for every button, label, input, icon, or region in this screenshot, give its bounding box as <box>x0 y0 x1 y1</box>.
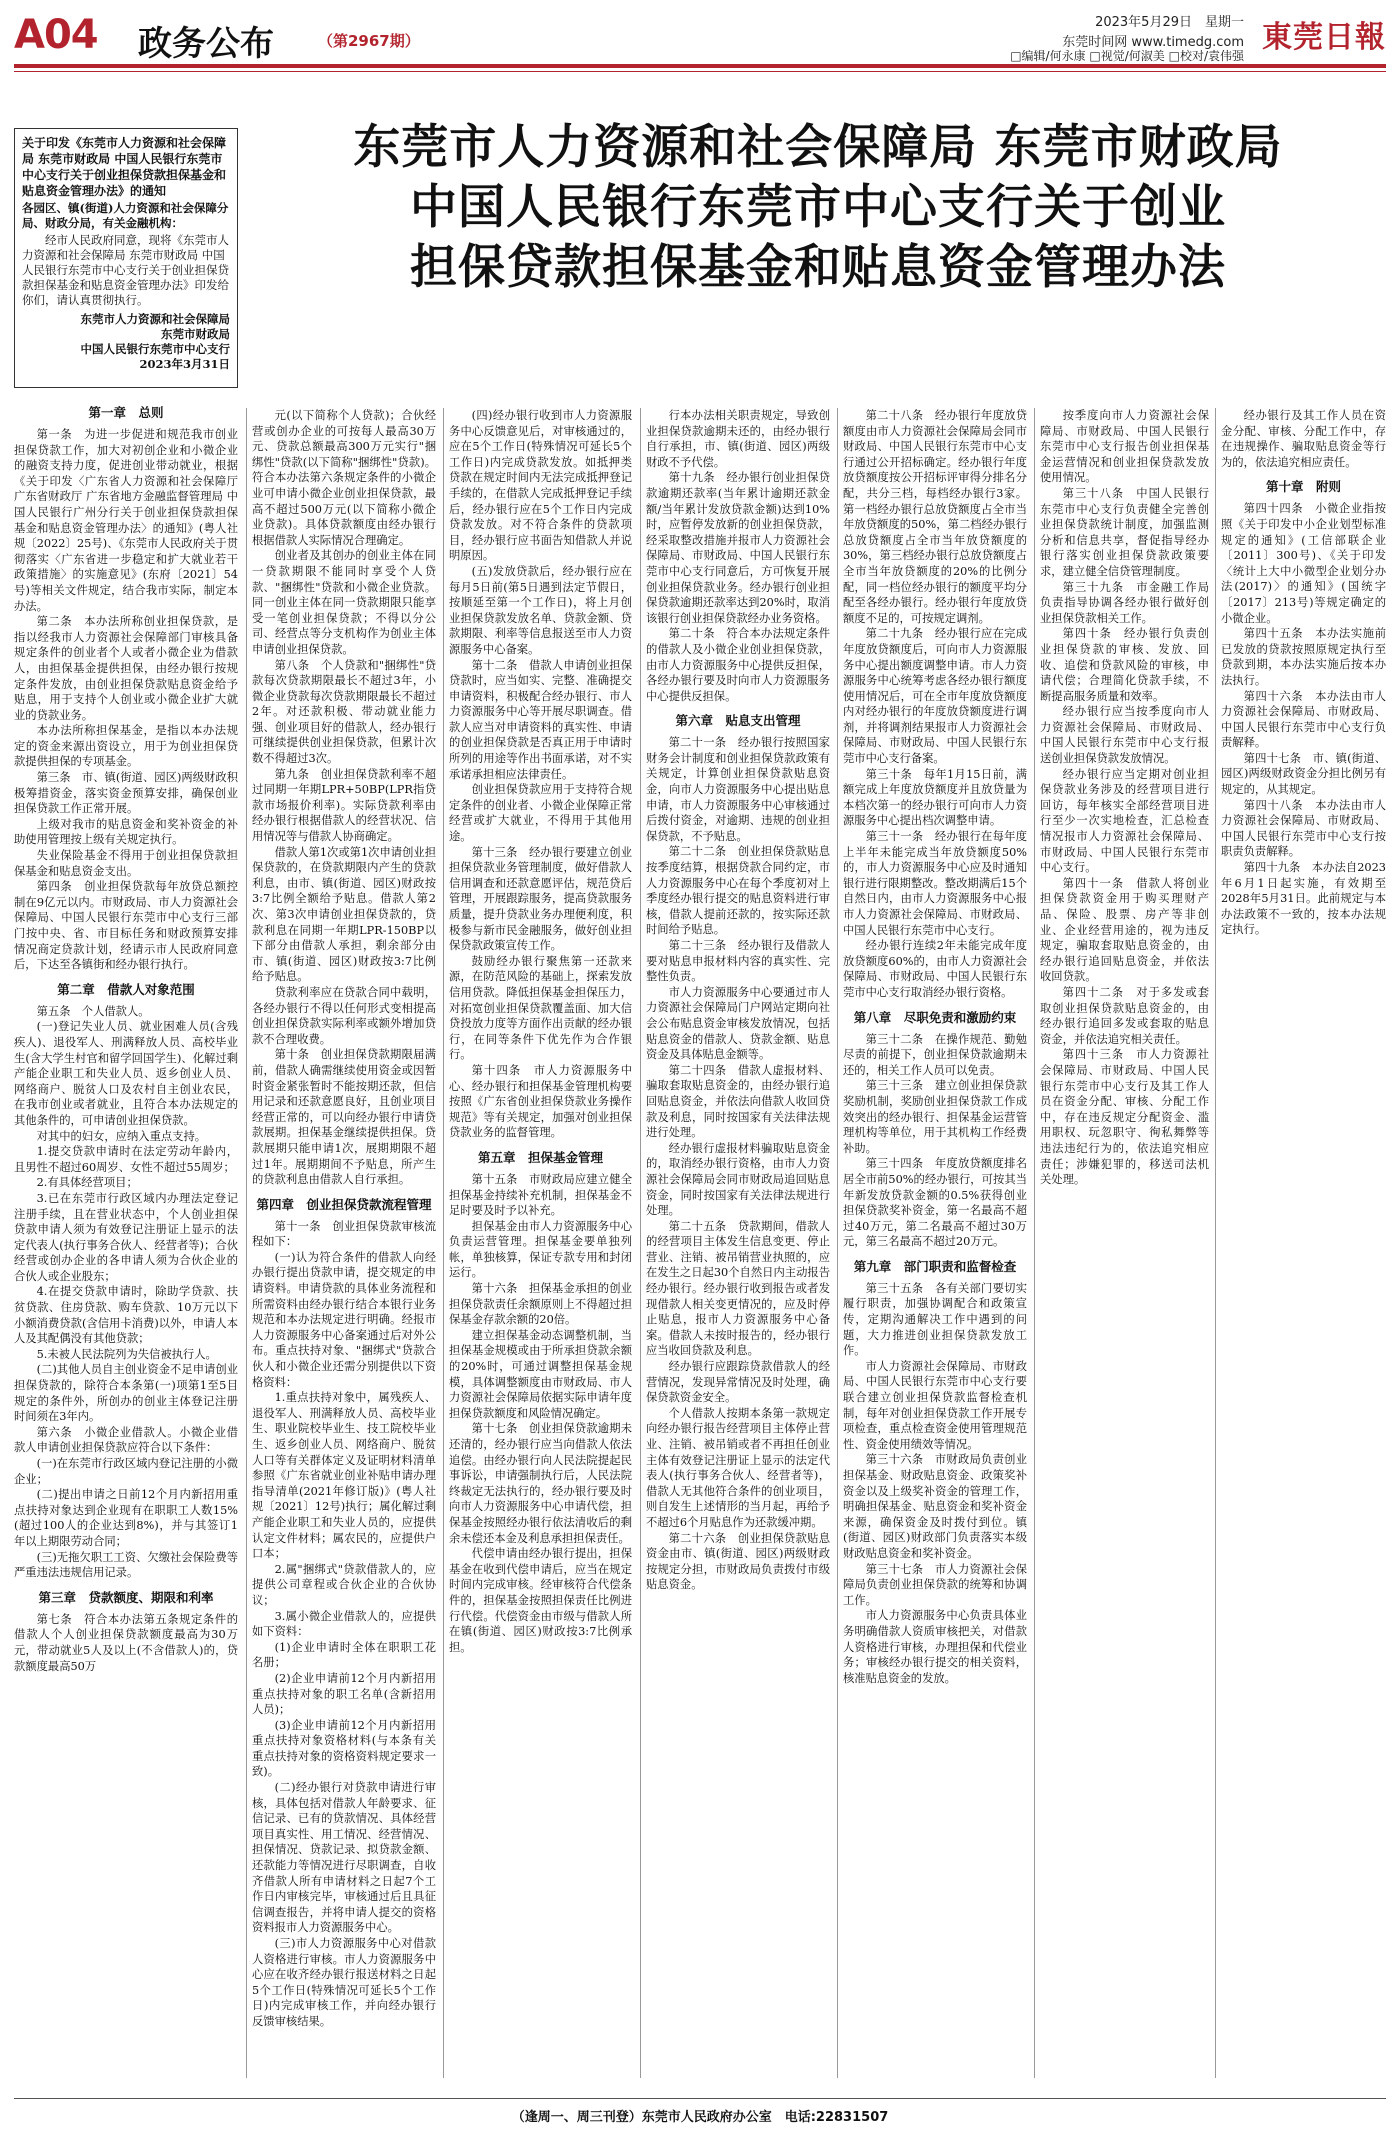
article-paragraph: 第六条 小微企业借款人。小微企业借款人申请创业担保贷款应符合以下条件： <box>14 1425 238 1455</box>
newspaper-logo: 東莞日報 <box>1262 20 1386 55</box>
article-paragraph: 第二条 本办法所称创业担保贷款，是指以经我市人力资源社会保障部门审核具备规定条件的创业者个人或者小微企业为借款人，由担保基金提供担保，由经办银行按规定条件发放，由创业担保贷款贴息资金给予贴息，用于支持个人创业或小微企业扩大就业的贷款业务。 <box>14 615 238 722</box>
article-paragraph: 1.提交贷款申请时在法定劳动年龄内，且男性不超过60周岁、女性不超过55周岁； <box>14 1145 238 1174</box>
article-paragraph: 第三条 市、镇(街道、园区)两级财政积极筹措资金，落实资金预算安排，确保创业担保贷款工作正常开展。 <box>14 771 238 816</box>
column-divider <box>837 408 838 2078</box>
article-paragraph: 第四十六条 本办法由市人力资源社会保障局、市财政局、中国人民银行东莞市中心支行负责解释。 <box>1221 689 1386 750</box>
article-paragraph: 创业者及其创办的创业主体在同一贷款期限不能同时享受个人贷款、"捆绑性"贷款和小微企业贷款。同一创业主体在同一贷款期限只能享受一笔创业担保贷款；不得以分公司、经营点等分支机构作为创业主体申请创业担保贷款。 <box>252 549 436 656</box>
article-paragraph: 第三十条 每年1月15日前，满额完成上年度放贷额度并且放贷量为本档次第一的经办银行可向市人力资源服务中心提出档次调整申请。 <box>843 767 1027 828</box>
article-paragraph: 1.重点扶持对象中，属残疾人、退役军人、刑满释放人员、高校毕业生、职业院校毕业生、技工院校毕业生、返乡创业人员、网络商户、脱贫人口等有关群体定义及证明材料清单参照《广东省就业创业补贴申请办理指导清单(2021年修订版)》(粤人社规〔2021〕12号)执行；属化解过剩产能企业职工和失业人员的，应提供认定文件材料；属农民的，应提供户口本； <box>252 1391 436 1561</box>
chapter-heading: 第六章 贴息支出管理 <box>675 713 801 729</box>
article-paragraph: 第二十八条 经办银行年度放贷额度由市人力资源社会保障局会同市财政局、中国人民银行东莞市中心支行通过公开招标确定。经办银行年度放贷额度按公开招标评审得分排名分配，共分三档，每档经办银行3家。第一档经办银行总放贷额度占全市当年放贷额度的50%，第二档经办银行总放贷额度占全市当年放贷额度的30%，第三档经办银行总放贷额度占全市当年放贷额度的20%的比例分配，同一档位经办银行的额度平均分配至各经办银行。经办银行年度放贷额度不足的，可按规定调剂。 <box>843 409 1027 625</box>
notice-addressee: 各园区、镇(街道)人力资源和社会保障分局、财政分局，有关金融机构： <box>22 201 229 230</box>
article-paragraph: 第八条 个人贷款和"捆绑性"贷款每次贷款期限最长不超过3年，小微企业贷款每次贷款期限最长不超过2年。对还款积极、带动就业能力强、创业项目好的借款人，经办银行可继续提供创业担保贷款，但累计次数不得超过3次。 <box>252 658 436 766</box>
article-paragraph: (一)认为符合条件的借款人向经办银行提出贷款申请，提交规定的申请资料。申请贷款的具体业务流程和所需资料由经办银行结合本银行业务规范和本办法规定进行明确。经报市人力资源服务中心备案通过后对外公布。重点扶持对象、"捆绑式"贷款合伙人和小微企业还需分别提供以下资格资料： <box>252 1250 436 1389</box>
header-divider-thin <box>14 71 1386 72</box>
notice-title: 关于印发《东莞市人力资源和社会保障局 东莞市财政局 中国人民银行东莞市中心支行关于创业担保贷款担保基金和贴息资金管理办法》的通知 <box>22 136 227 198</box>
article-paragraph: 第二十六条 创业担保贷款贴息资金由市、镇(街道、园区)两级财政按规定分担，市财政局负责拨付市级贴息资金。 <box>646 1531 830 1592</box>
publish-date: 2023年5月29日 星期一 <box>1095 15 1244 30</box>
notice-date: 2023年3月31日 <box>139 357 230 371</box>
article-paragraph: 经办银行应跟踪贷款借款人的经营情况，发现异常情况及时处理，确保贷款资金安全。 <box>646 1360 830 1405</box>
page-footer: （逢周一、周三刊登）东莞市人民政府办公室 电话:22831507 <box>511 2110 889 2125</box>
article-paragraph: 市人力资源服务中心要通过市人力资源社会保障局门户网站定期向社会公布贴息资金审核发放情况，包括贴息资金的借款人、贷款金额、贴息资金及具体贴息金额等。 <box>646 985 830 1062</box>
article-paragraph: 代偿申请由经办银行提出，担保基金在收到代偿申请后，应当在规定时间内完成审核。经审核符合代偿条件的，担保基金按照担保责任比例进行代偿。代偿资金由市级与借款人所在镇(街道、园区)财政按3:7比例承担。 <box>449 1547 632 1654</box>
chapter-heading: 第十章 附则 <box>1265 479 1341 495</box>
column-divider <box>640 408 641 2078</box>
text-column-5 <box>843 408 1027 2078</box>
article-paragraph: 第十三条 经办银行要建立创业担保贷款业务管理制度，做好借款人信用调查和还款意愿评估，规范贷后管理，开展跟踪服务，提高贷款服务质量，提升贷款业务办理便利度，积极参与新市民金融服务，做好创业担保贷款政策宣传工作。 <box>449 845 632 953</box>
article-paragraph: 第四十二条 对于多发或套取创业担保贷款贴息资金的，由经办银行追回多发或套取的贴息资金，并依法追究相关责任。 <box>1040 985 1209 1046</box>
notice-signature-1: 东莞市人力资源和社会保障局 <box>80 312 230 326</box>
article-paragraph: 上级对我市的贴息资金和奖补资金的补助使用管理按上级有关规定执行。 <box>14 817 238 847</box>
article-paragraph: 经办银行应当定期对创业担保贷款业务涉及的经营项目进行回访，每年核实全部经营项目进行至少一次实地检查，汇总检查情况报市人力资源社会保障局、市财政局、中国人民银行东莞市中心支行。 <box>1040 767 1209 875</box>
text-column-7 <box>1221 408 1386 2078</box>
section-title: 政务公布 <box>138 24 274 64</box>
article-paragraph: 第十九条 经办银行创业担保贷款逾期还款率(当年累计逾期还款金额/当年累计发放贷款金额)达到10%时，应暂停发放新的创业担保贷款，经采取整改措施并报市人力资源社会保障局、市财政局、中国人民银行东莞市中心支行同意后，方可恢复开展创业担保贷款业务。经办银行创业担保贷款逾期还款率达到20%时，取消该银行创业担保贷款经办业务资格。 <box>646 471 830 625</box>
article-paragraph: 对其中的妇女，应纳入重点支持。 <box>36 1129 207 1143</box>
article-paragraph: 第一条 为进一步促进和规范我市创业担保贷款工作，加大对初创企业和小微企业的融资支持力度，促进创业带动就业，根据《关于印发〈广东省人力资源和社会保障厅 广东省财政厅 广东省地方金融监督管理局 中国人民银行广州分行关于创业担保贷款担保基金和贴息资金管理办法〉的通知》(粤人社规〔2022〕25号)、《东莞市人民政府关于贯彻落实〈广东省进一步稳定和扩大就业若干政策措施〉的实施意见》(东府〔2021〕54号)等相关文件规定，结合我市实际，制定本办法。 <box>14 428 238 613</box>
column-divider <box>1215 408 1216 2078</box>
article-paragraph: 市人力资源服务中心负责具体业务明确借款人资质审核把关，对借款人资格进行审核，办理担保和代偿业务；审核经办银行提交的相关资料，核准贴息资金的发放。 <box>843 1609 1027 1685</box>
article-paragraph: 市人力资源社会保障局、市财政局、中国人民银行东莞市中心支行要联合建立创业担保贷款监督检查机制，每年对创业担保贷款工作开展专项检查，重点检查资金使用管理规范性、资金使用绩效等情况。 <box>843 1359 1027 1451</box>
article-paragraph: (二)其他人员自主创业资金不足申请创业担保贷款的，除符合本条第(一)项第1至5目规定的条件外，所创办的创业主体登记注册时间须在3年内。 <box>14 1363 238 1424</box>
chapter-heading: 第八章 尽职免责和激励约束 <box>853 1009 1017 1025</box>
article-paragraph: 第二十一条 经办银行按照国家财务会计制度和创业担保贷款政策有关规定，计算创业担保贷款贴息资金，向市人力资源服务中心提出贴息申请，市人力资源服务中心审核通过后拨付资金，对逾期、违规的创业担保贷款，不予贴息。 <box>646 736 830 843</box>
chapter-heading: 第九章 部门职责和监督检查 <box>853 1258 1017 1274</box>
article-paragraph: 经办银行及其工作人员在资金分配、审核、分配工作中，存在违规操作、骗取贴息资金等行为的，依法追究相应责任。 <box>1221 409 1386 469</box>
chapter-heading: 第五章 担保基金管理 <box>477 1149 603 1165</box>
article-paragraph: 创业担保贷款应用于支持符合规定条件的创业者、小微企业保障正常经营或扩大就业，不得用于其他用途。 <box>449 783 632 844</box>
article-paragraph: 第十六条 担保基金承担的创业担保贷款责任余额原则上不得超过担保基金存款余额的20倍。 <box>449 1282 632 1327</box>
article-paragraph: 第二十三条 经办银行及借款人要对贴息申报材料内容的真实性、完整性负责。 <box>646 939 830 984</box>
article-paragraph: 行本办法相关职责规定，导致创业担保贷款逾期未还的，由经办银行自行承担，市、镇(街道、园区)两级财政不予代偿。 <box>646 409 830 469</box>
article-paragraph: 第四十三条 市人力资源社会保障局、市财政局、中国人民银行东莞市中心支行及其工作人员在资金分配、审核、分配工作中，存在违反规定分配资金、滥用职权、玩忽职守、徇私舞弊等违法违纪行为的，依法追究相应责任；涉嫌犯罪的，移送司法机关处理。 <box>1040 1048 1209 1187</box>
article-paragraph: 第十四条 市人力资源服务中心、经办银行和担保基金管理机构要按照《广东省创业担保贷款业务操作规范》等有关规定，加强对创业担保贷款业务的监督管理。 <box>449 1063 632 1140</box>
article-paragraph: 第三十七条 市人力资源社会保障局负责创业担保贷款的统筹和协调工作。 <box>843 1562 1027 1607</box>
article-paragraph: 经办银行应当按季度向市人力资源社会保障局、市财政局、中国人民银行东莞市中心支行报送创业担保贷款发放情况。 <box>1040 705 1209 766</box>
masthead <box>14 10 1386 92</box>
article-paragraph: 元(以下简称个人贷款)；合伙经营或创办企业的可按每人最高30万元、贷款总额最高300万元实行"捆绑性"贷款(以下简称"捆绑性"贷款)。符合本办法第六条规定条件的小微企业可申请小微企业创业担保贷款，最高不超过500万元(以下简称小微企业贷款)。具体贷款额度由经办银行根据借款人实际情况合理确定。 <box>252 409 436 547</box>
article-paragraph: 第九条 创业担保贷款利率不超过同期一年期LPR+50BP(LPR指贷款市场报价利率)。实际贷款利率由经办银行根据借款人的经营状况、信用情况等与借款人协商确定。 <box>252 767 436 844</box>
article-paragraph: 失业保险基金不得用于创业担保贷款担保基金和贴息资金支出。 <box>14 849 238 878</box>
text-column-2 <box>252 408 436 2078</box>
article-paragraph: (3)企业申请前12个月内新招用重点扶持对象资格材料(与本条有关重点扶持对象的资格资料规定要求一致)。 <box>252 1718 436 1779</box>
article-paragraph: 第四十九条 本办法自2023年6月1日起实施，有效期至2028年5月31日。此前规定与本办法政策不一致的，按本办法规定执行。 <box>1221 861 1386 937</box>
chapter-heading: 第四章 创业担保贷款流程管理 <box>256 1196 432 1212</box>
article-paragraph: (一)登记失业人员、就业困难人员(含残疾人)、退役军人、刑满释放人员、高校毕业生(含大学生村官和留学回国学生)、化解过剩产能企业职工和失业人员、返乡创业人员、网络商户、脱贫人口及农村自主创业农民，在我市创业或者就业，且符合本办法规定的其他条件的，可申请创业担保贷款。 <box>14 1020 238 1127</box>
article-paragraph: 第四十条 经办银行负责创业担保贷款的审核、发放、回收、追偿和贷款风险的审核，申请代偿；合理简化贷款手续，不断提高服务质量和效率。 <box>1040 627 1209 703</box>
text-column-4 <box>646 408 830 2078</box>
article-paragraph: 第三十一条 经办银行在每年度上半年未能完成当年放贷额度50%的，市人力资源服务中心应及时通知银行进行限期整改。整改期满后15个自然日内，由市人力资源服务中心报市人力资源社会保障局、市财政局、中国人民银行东莞市中心支行。 <box>843 830 1027 937</box>
text-column-6 <box>1040 408 1209 2078</box>
article-paragraph: 第四十五条 本办法实施前已发放的贷款按照原规定执行至贷款到期，本办法实施后按本办法执行。 <box>1221 627 1386 687</box>
text-column-1 <box>14 396 238 2078</box>
article-paragraph: 本办法所称担保基金，是指以本办法规定的资金来源出资设立，用于为创业担保贷款提供担保的专项基金。 <box>14 724 238 769</box>
column-divider <box>1034 408 1035 2078</box>
article-paragraph: 第四十四条 小微企业指按照《关于印发中小企业划型标准规定的通知》(工信部联企业〔2011〕300号)、《关于印发〈统计上大中小微型企业划分办法(2017)〉的通知》(国统字〔2017〕213号)等规定确定的小微企业。 <box>1221 502 1386 625</box>
article-paragraph: 第三十九条 市金融工作局负责指导协调各经办银行做好创业担保贷款相关工作。 <box>1040 580 1209 625</box>
article-paragraph: 第四十一条 借款人将创业担保贷款资金用于购买理财产品、保险、股票、房产等非创业、企业经营用途的，视为违反规定，骗取套取贴息资金的，由经办银行追回贴息资金，并依法收回贷款。 <box>1040 876 1209 984</box>
header-divider <box>14 64 1386 68</box>
text-column-3 <box>449 408 632 2078</box>
article-paragraph: 3.属小微企业借款人的，应提供如下资料： <box>252 1609 436 1639</box>
article-paragraph: 按季度向市人力资源社会保障局、市财政局、中国人民银行东莞市中心支行报告创业担保基金运营情况和创业担保贷款发放使用情况。 <box>1040 409 1209 485</box>
article-paragraph: 第十二条 借款人申请创业担保贷款时，应当如实、完整、准确提交申请资料，积极配合经办银行、市人力资源服务中心等开展尽职调查。借款人应当对申请资料的真实性、申请的创业担保贷款是否真正用于申请时所列的用途等作出书面承诺，对不实承诺承担相应法律责任。 <box>449 658 632 781</box>
article-paragraph: (四)经办银行收到市人力资源服务中心反馈意见后，对审核通过的，应在5个工作日(特殊情况可延长5个工作日)内完成贷款发放。如抵押类贷款在规定时间内无法完成抵押登记手续的，在借款人完成抵押登记手续后，经办银行应在5个工作日内完成贷款发放。对不符合条件的贷款项目，经办银行应书面告知借款人并说明原因。 <box>449 409 632 563</box>
article-paragraph: (三)市人力资源服务中心对借款人资格进行审核。市人力资源服务中心应在收齐经办银行报送材料之日起5个工作日(特殊情况可延长5个工作日)内完成审核工作，并向经办银行反馈审核结果。 <box>252 1937 436 2028</box>
headline-line-1: 东莞市人力资源和社会保障局 东莞市财政局 <box>353 120 1283 175</box>
notice-body: 经市人民政府同意，现将《东莞市人力资源和社会保障局 东莞市财政局 中国人民银行东莞市中心支行关于创业担保贷款担保基金和贴息资金管理办法》印发给你们，请认真贯彻执行。 <box>22 233 229 307</box>
chapter-heading: 第三章 贷款额度、期限和利率 <box>38 1589 214 1605</box>
article-paragraph: (五)发放贷款后，经办银行应在每月5日前(第5日遇到法定节假日，按顺延至第一个工作日)，将上月创业担保贷款发放名单、贷款金额、贷款期限、利率等信息报送至市人力资源服务中心备案。 <box>449 564 632 656</box>
article-paragraph: 个人借款人按期本条第一款规定向经办银行报告经营项目主体停止营业、注销、被吊销或者不再担任创业主体有效登记注册证上显示的法定代表人(执行事务合伙人、经营者等)，借款人无其他符合条件的创业项目，则自发生上述情形的当月起，再给予不超过6个月贴息作为还款缓冲期。 <box>646 1406 830 1529</box>
column-divider <box>246 408 247 2078</box>
editor-credits: □编辑/何永康 □视觉/何淑美 □校对/袁伟强 <box>1010 49 1244 63</box>
article-paragraph: (一)在东莞市行政区域内登记注册的小微企业； <box>14 1457 238 1486</box>
notice-signature-3: 中国人民银行东莞市中心支行 <box>80 342 230 356</box>
article-paragraph: 第三十六条 市财政局负责创业担保基金、财政贴息资金、政策奖补资金以及上级奖补资金的管理工作，明确担保基金、贴息资金和奖补资金来源，确保资金及时拨付到位。镇(街道、园区)财政部门负责落实本级财政贴息资金和奖补资金。 <box>843 1453 1027 1560</box>
article-paragraph: (三)无拖欠职工工资、欠缴社会保险费等严重违法违规信用记录。 <box>14 1550 238 1580</box>
article-paragraph: 第十条 创业担保贷款期限届满前，借款人确需继续使用资金或因暂时资金紧张暂时不能按期还款，但信用记录和还款意愿良好，且创业项目经营正常的，可以向经办银行申请贷款展期。担保基金继续提供担保。贷款展期只能申请1次，展期期限不超过1年。展期期间不予贴息，所产生的贷款利息由借款人自行承担。 <box>252 1048 436 1187</box>
article-paragraph: 贷款利率应在贷款合同中载明，各经办银行不得以任何形式变相提高创业担保贷款实际利率或额外增加贷款不合理收费。 <box>252 985 436 1046</box>
article-paragraph: 3.已在东莞市行政区域内办理法定登记注册手续，且在营业状态中，个人创业担保贷款申请人须为有效登记注册证上显示的法定代表人(执行事务合伙人、经营者等)；合伙经营或创办企业的各申请人须为合伙企业的合伙人或企业股东； <box>14 1191 238 1283</box>
article-headline <box>250 118 1386 298</box>
article-paragraph: 第二十五条 贷款期间，借款人的经营项目主体发生信息变更、停止营业、注销、被吊销营业执照的，应在发生之日起30个自然日内主动报告经办银行。经办银行收到报告或者发现借款人相关变更情况的，应及时停止贴息，报市人力资源服务中心备案。借款人未按时报告的，经办银行应当收回贷款及利息。 <box>646 1219 830 1358</box>
article-paragraph: 第二十九条 经办银行应在完成年度放贷额度后，可向市人力资源服务中心提出额度调整申请。市人力资源服务中心统筹考虑各经办银行额度使用情况后，可在全市年度放贷额度内对经办银行的年度放贷额度进行调剂，并将调剂结果报市人力资源社会保障局、市财政局、中国人民银行东莞市中心支行备案。 <box>843 627 1027 766</box>
chapter-heading: 第二章 借款人对象范围 <box>57 981 195 997</box>
article-paragraph: 4.在提交贷款申请时，除助学贷款、扶贫贷款、住房贷款、购车贷款、10万元以下小额消费贷款(含信用卡消费)以外，申请人本人及其配偶没有其他贷款； <box>14 1285 238 1346</box>
article-paragraph: 第三十五条 各有关部门要切实履行职责，加强协调配合和政策宣传，定期沟通解决工作中遇到的问题，大力推进创业担保贷款发放工作。 <box>843 1281 1027 1358</box>
website-url: 东莞时间网 www.timedg.com <box>1062 35 1244 50</box>
article-paragraph: 第三十四条 年度放贷额度排名居全市前50%的经办银行，可按其当年新发放贷款金额的0.5%获得创业担保贷款奖补资金，第一名最高不超过40万元，第二名最高不超过30万元，第三名最高不超过20万元。 <box>843 1157 1027 1249</box>
article-paragraph: 第十五条 市财政局应建立健全担保基金持续补充机制，担保基金不足时要及时予以补充。 <box>449 1172 632 1218</box>
article-paragraph: 第十七条 创业担保贷款逾期未还清的，经办银行应当向借款人依法追偿。由经办银行向人民法院提起民事诉讼，申请强制执行后，人民法院终裁定无法执行的，经办银行要及时向市人力资源服务中心申请代偿，担保基金按照经办银行依法清收后的剩余未偿还本金及利息承担担保责任。 <box>449 1422 632 1545</box>
issue-number: （第2967期） <box>318 32 420 50</box>
article-paragraph: 5.未被人民法院列为失信被执行人。 <box>36 1347 217 1361</box>
article-paragraph: 经办银行虚报材料骗取贴息资金的，取消经办银行资格，由市人力资源社会保障局会同市财政局追回贴息资金，同时按国家有关法律法规进行处理。 <box>646 1141 830 1218</box>
article-paragraph: 第四十八条 本办法由市人力资源社会保障局、市财政局、中国人民银行东莞市中心支行按职责负责解释。 <box>1221 798 1386 859</box>
article-paragraph: (二)提出申请之日前12个月内新招用重点扶持对象达到企业现有在职职工人数15%(超过100人的企业达到8%)，并与其签订1年以上期限劳动合同； <box>14 1488 238 1548</box>
chapter-heading: 第一章 总则 <box>88 405 164 420</box>
column-divider <box>443 408 444 2078</box>
headline-line-2: 中国人民银行东莞市中心支行关于创业 <box>410 180 1226 235</box>
article-paragraph: 第三十八条 中国人民银行东莞市中心支行负责健全完善创业担保贷款统计制度，加强监测分析和信息共享，督促指导经办银行落实创业担保贷款政策要求，建立健全信贷管理制度。 <box>1040 486 1209 578</box>
article-paragraph: (1)企业申请时全体在职职工花名册； <box>252 1640 436 1670</box>
article-paragraph: 鼓励经办银行聚焦第一还款来源，在防范风险的基础上，探索发放信用贷款。降低担保基金担保压力，对拓宽创业担保贷款覆盖面、加大信贷投放力度等方面作出贡献的经办银行，在同等条件下优先作为合作银行。 <box>449 954 632 1062</box>
article-paragraph: 担保基金由市人力资源服务中心负责运营管理。担保基金要单独列帐，单独核算，保证专款专用和封闭运行。 <box>449 1219 632 1280</box>
article-paragraph: 第二十四条 借款人虚报材料、骗取套取贴息资金的，由经办银行追回贴息资金，并依法向借款人收回贷款及利息，同时按国家有关法律法规进行处理。 <box>646 1063 830 1140</box>
article-paragraph: (二)经办银行对贷款申请进行审核，具体包括对借款人年龄要求、征信记录、已有的贷款情况、具体经营项目真实性、用工情况、经营情况、担保情况、贷款记录、拟贷款金额、还款能力等情况进行尽职调查，自收齐借款人所有申请材料之日起7个工作日内审核完毕，审核通过后且具征信调查报告，并将申请人提交的资格资料报市人力资源服务中心。 <box>252 1781 436 1935</box>
article-paragraph: 第三十三条 建立创业担保贷款奖励机制，奖励创业担保贷款工作成效突出的经办银行、担保基金运营管理机构等单位，用于其机构工作经费补助。 <box>843 1079 1027 1155</box>
notice-signature-2: 东莞市财政局 <box>161 327 230 341</box>
article-paragraph: 第十一条 创业担保贷款审核流程如下： <box>252 1219 436 1249</box>
article-paragraph: 第三十二条 在操作规范、勤勉尽责的前提下，创业担保贷款逾期未还的，相关工作人员可以免责。 <box>843 1032 1027 1077</box>
article-paragraph: 借款人第1次或第1次申请创业担保贷款的，在贷款期限内产生的贷款利息，由市、镇(街道、园区)财政按3:7比例全额给予贴息。借款人第2次、第3次申请创业担保贷款的，贷款利息在同期一年期LPR-150BP以下部分由借款人承担，剩余部分由市、镇(街道、园区)财政按3:7比例给予贴息。 <box>252 845 436 984</box>
article-paragraph: 第七条 符合本办法第五条规定条件的借款人个人创业担保贷款额度最高为30万元，带动就业5人及以上(不含借款人)的，贷款额度最高50万 <box>14 1612 238 1673</box>
headline-line-3: 担保贷款担保基金和贴息资金管理办法 <box>410 240 1226 295</box>
article-paragraph: (2)企业申请前12个月内新招用重点扶持对象的职工名单(含新招用人员)； <box>252 1671 436 1717</box>
article-paragraph: 经办银行连续2年未能完成年度放贷额度60%的，由市人力资源社会保障局、市财政局、中国人民银行东莞市中心支行取消经办银行资格。 <box>843 939 1027 999</box>
notice-box <box>14 128 238 388</box>
article-paragraph: 2.属"捆绑式"贷款借款人的，应提供公司章程或合伙企业的合伙协议； <box>252 1562 436 1607</box>
article-paragraph: 第二十二条 创业担保贷款贴息按季度结算，根据贷款合同约定，市人力资源服务中心在每个季度初对上季度经办银行提交的贴息资料进行审核，借款人提前还款的，按实际还款时间给予贴息。 <box>646 845 830 937</box>
article-paragraph: 第四条 创业担保贷款每年放贷总额控制在9亿元以内。市财政局、市人力资源社会保障局、中国人民银行东莞市中心支行三部门按中央、省、市目标任务和财政预算安排情况商定贷款计划，经请示市人民政府同意后，下达至各镇街和经办银行执行。 <box>14 880 238 972</box>
article-paragraph: 第五条 个人借款人。 <box>36 1004 150 1018</box>
footer-divider <box>14 2098 1386 2099</box>
article-paragraph: 第四十七条 市、镇(街道、园区)两级财政资金分担比例另有规定的，从其规定。 <box>1221 751 1386 797</box>
article-paragraph: 第二十条 符合本办法规定条件的借款人及小微企业创业担保贷款，由市人力资源服务中心提供反担保，各经办银行要及时向市人力资源服务中心提供反担保。 <box>646 627 830 703</box>
article-paragraph: 建立担保基金动态调整机制，当担保基金规模或由于所承担贷款余额的20%时，可通过调整担保基金规模，具体调整额度由市财政局、市人力资源社会保障局依据实际申请年度担保贷款额度和风险情况确定。 <box>449 1328 632 1420</box>
page-number: A04 <box>14 12 98 58</box>
article-paragraph: 2.有具体经营项目； <box>36 1176 138 1190</box>
